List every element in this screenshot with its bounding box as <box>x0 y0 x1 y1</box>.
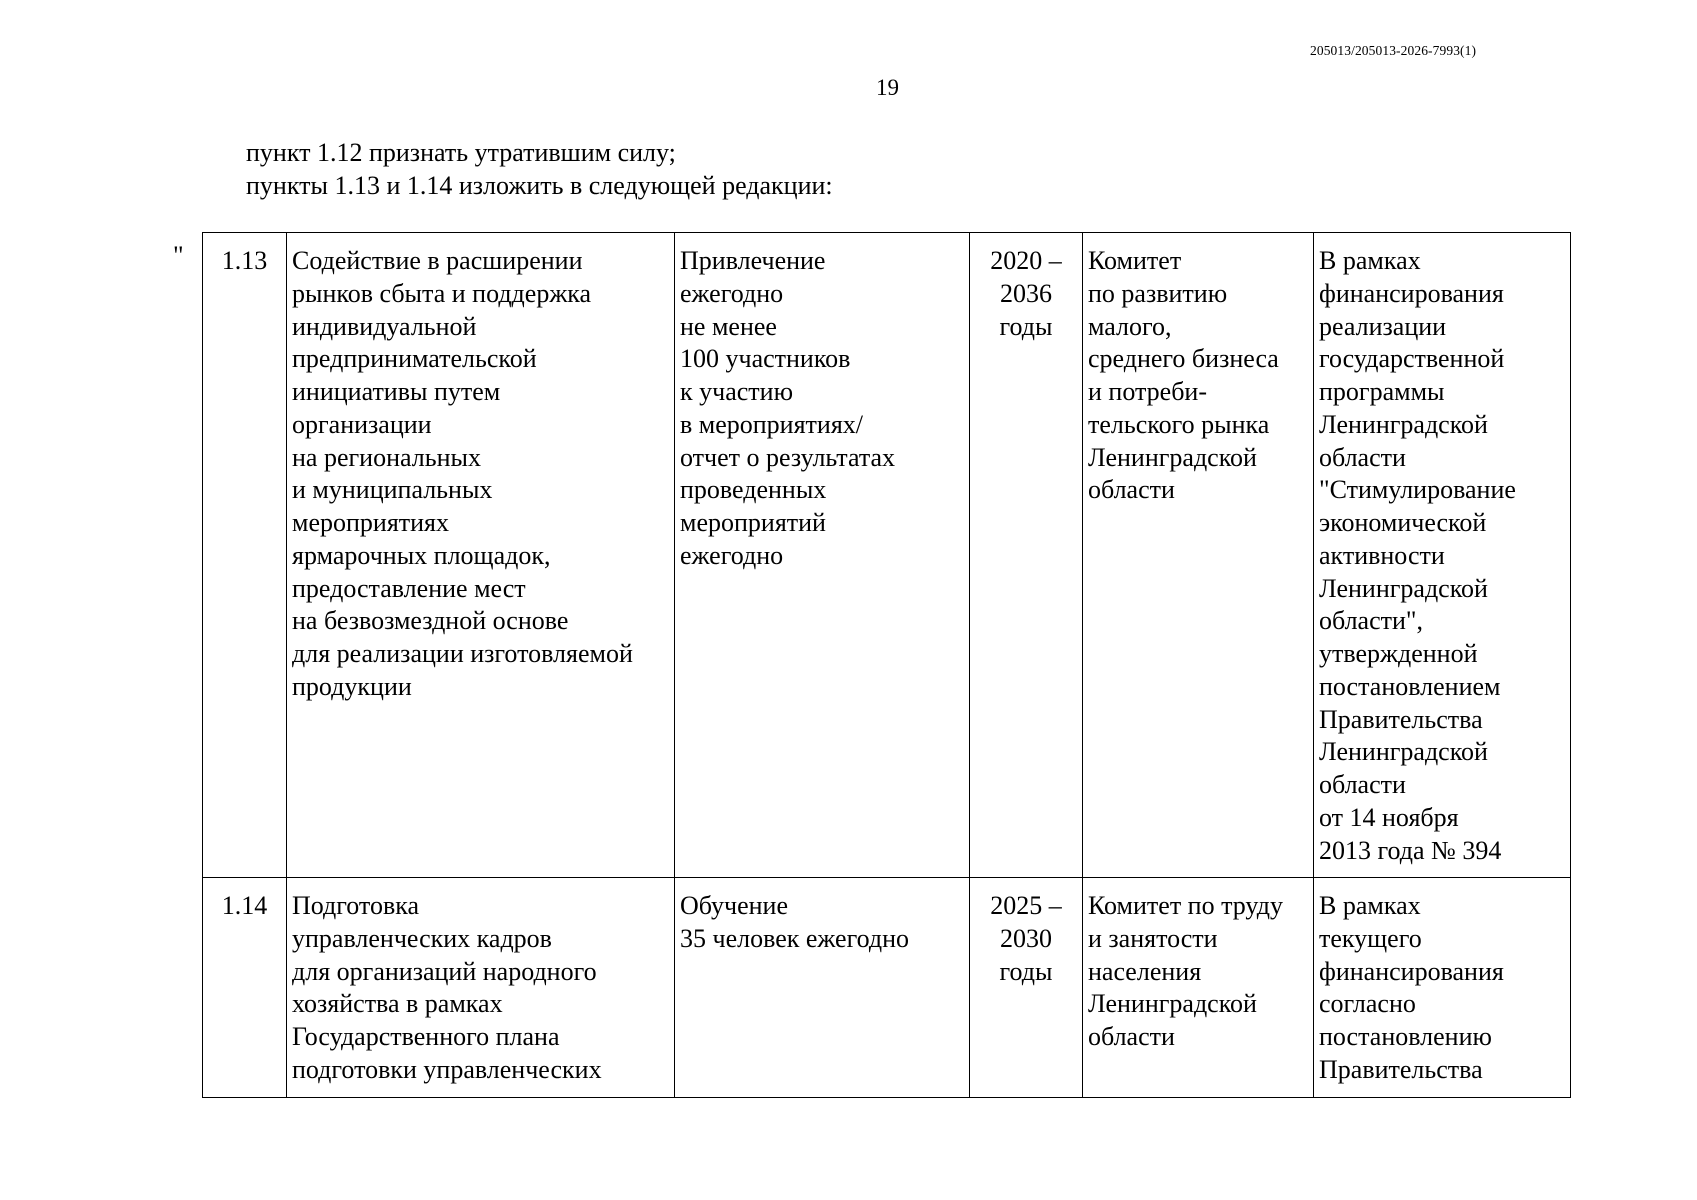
cell-text-line: 2020 – <box>990 246 1062 275</box>
cell-text-line: утвержденной <box>1319 639 1478 668</box>
intro-text <box>246 136 833 202</box>
cell-text-line: экономической <box>1319 508 1487 537</box>
cell-text-line: области <box>1319 442 1406 472</box>
cell-text-line: и муниципальных <box>292 475 493 505</box>
funding-cell <box>1314 878 1571 1098</box>
table-row <box>203 878 1571 1098</box>
cell-text-line: программы <box>1319 377 1445 406</box>
cell-text-line: отчет о результатах <box>680 442 896 472</box>
cell-text-line: 35 человек ежегодно <box>680 923 909 953</box>
cell-text-line: Ленинградской <box>1319 737 1488 767</box>
cell-text-line: годы <box>999 311 1053 341</box>
cell-text-line: области <box>1088 1022 1175 1051</box>
cell-text-line: предпринимательской <box>292 344 537 374</box>
cell-text-line: и потреби- <box>1088 377 1208 406</box>
term-cell <box>970 233 1083 878</box>
cell-text-line: рынков сбыта и поддержка <box>292 278 592 308</box>
cell-text-line: Привлечение <box>680 246 826 275</box>
cell-text-line: Ленинградской <box>1088 989 1257 1019</box>
row-number-cell: 1.13 <box>203 233 287 878</box>
cell-text-line: Содействие в расширении <box>292 246 583 275</box>
cell-text-line: ярмарочных площадок, <box>292 540 551 570</box>
cell-text-line: ежегодно <box>680 540 784 570</box>
cell-text-line: инициативы путем <box>292 377 501 406</box>
cell-text-line: Комитет <box>1088 246 1182 275</box>
cell-text-line: Ленинградской <box>1319 409 1488 439</box>
measures-table <box>202 232 1571 1098</box>
cell-text-line: мероприятий <box>680 508 826 537</box>
result-cell <box>675 233 970 878</box>
cell-text-line: организации <box>292 409 432 439</box>
cell-text-line: среднего бизнеса <box>1088 344 1279 374</box>
cell-text-line: Ленинградской <box>1088 442 1257 472</box>
cell-text-line: к участию <box>680 377 793 406</box>
cell-text-line: финансирования <box>1319 278 1504 308</box>
cell-text-line: Правительства <box>1319 1054 1483 1084</box>
cell-text-line: годы <box>999 956 1053 986</box>
cell-text-line: текущего <box>1319 923 1422 953</box>
cell-text-line: предоставление мест <box>292 573 526 603</box>
cell-text-line: и занятости <box>1088 923 1218 953</box>
executor-cell <box>1083 233 1314 878</box>
cell-text-line: ежегодно <box>680 278 784 308</box>
result-cell <box>675 878 970 1098</box>
page-number: 19 <box>876 75 899 100</box>
cell-text-line: В рамках <box>1319 891 1421 920</box>
cell-text-line: малого, <box>1088 311 1172 341</box>
activity-cell <box>287 878 675 1098</box>
cell-text-line: 2013 года № 394 <box>1319 835 1502 865</box>
cell-text-line: реализации <box>1319 311 1447 341</box>
row-number-cell: 1.14 <box>203 878 287 1098</box>
document-id: 205013/205013-2026-7993(1) <box>1310 43 1477 58</box>
cell-text-line: подготовки управленческих <box>292 1054 602 1084</box>
cell-text-line: проведенных <box>680 475 827 505</box>
funding-cell <box>1314 233 1571 878</box>
cell-text-line: государственной <box>1319 344 1505 374</box>
table-row <box>203 233 1571 878</box>
term-cell <box>970 878 1083 1098</box>
cell-text-line: продукции <box>292 671 412 701</box>
cell-text-line: В рамках <box>1319 246 1421 275</box>
cell-text-line: области", <box>1319 606 1424 636</box>
intro-line: пункт 1.12 признать утратившим силу; <box>246 138 676 167</box>
cell-text-line: тельского рынка <box>1088 409 1270 439</box>
cell-text-line: от 14 ноября <box>1319 802 1459 832</box>
cell-text-line: постановлением <box>1319 671 1501 701</box>
cell-text-line: на безвозмездной основе <box>292 606 569 636</box>
cell-text-line: согласно <box>1319 989 1416 1019</box>
cell-text-line: хозяйства в рамках <box>292 989 503 1019</box>
cell-text-line: Обучение <box>680 891 788 920</box>
cell-text-line: Комитет по труду <box>1088 891 1284 920</box>
cell-text-line: Правительства <box>1319 704 1483 734</box>
cell-text-line: по развитию <box>1088 278 1228 308</box>
executor-cell <box>1083 878 1314 1098</box>
cell-text-line: в мероприятиях/ <box>680 409 864 439</box>
cell-text-line: Государственного плана <box>292 1022 560 1051</box>
cell-text-line: на региональных <box>292 442 481 472</box>
cell-text-line: финансирования <box>1319 956 1504 986</box>
cell-text-line: "Стимулирование <box>1319 475 1516 505</box>
cell-text-line: 100 участников <box>680 344 851 374</box>
cell-text-line: управленческих кадров <box>292 923 552 953</box>
intro-line: пункты 1.13 и 1.14 изложить в следующей редакции: <box>246 171 833 200</box>
cell-text-line: области <box>1088 475 1175 505</box>
cell-text-line: области <box>1319 770 1406 799</box>
cell-text-line: Подготовка <box>292 891 420 920</box>
cell-text-line: мероприятиях <box>292 508 450 537</box>
cell-text-line: постановлению <box>1319 1022 1492 1051</box>
cell-text-line: 2036 <box>1000 278 1052 308</box>
cell-text-line: Ленинградской <box>1319 573 1488 603</box>
cell-text-line: населения <box>1088 956 1202 986</box>
cell-text-line: для реализации изготовляемой <box>292 639 633 668</box>
cell-text-line: 2025 – <box>990 891 1062 920</box>
activity-cell <box>287 233 675 878</box>
cell-text-line: активности <box>1319 540 1445 570</box>
cell-text-line: индивидуальной <box>292 311 477 341</box>
opening-quote-mark: " <box>173 241 184 270</box>
cell-text-line: 2030 <box>1000 923 1052 953</box>
cell-text-line: для организаций народного <box>292 956 597 986</box>
cell-text-line: не менее <box>680 311 777 341</box>
